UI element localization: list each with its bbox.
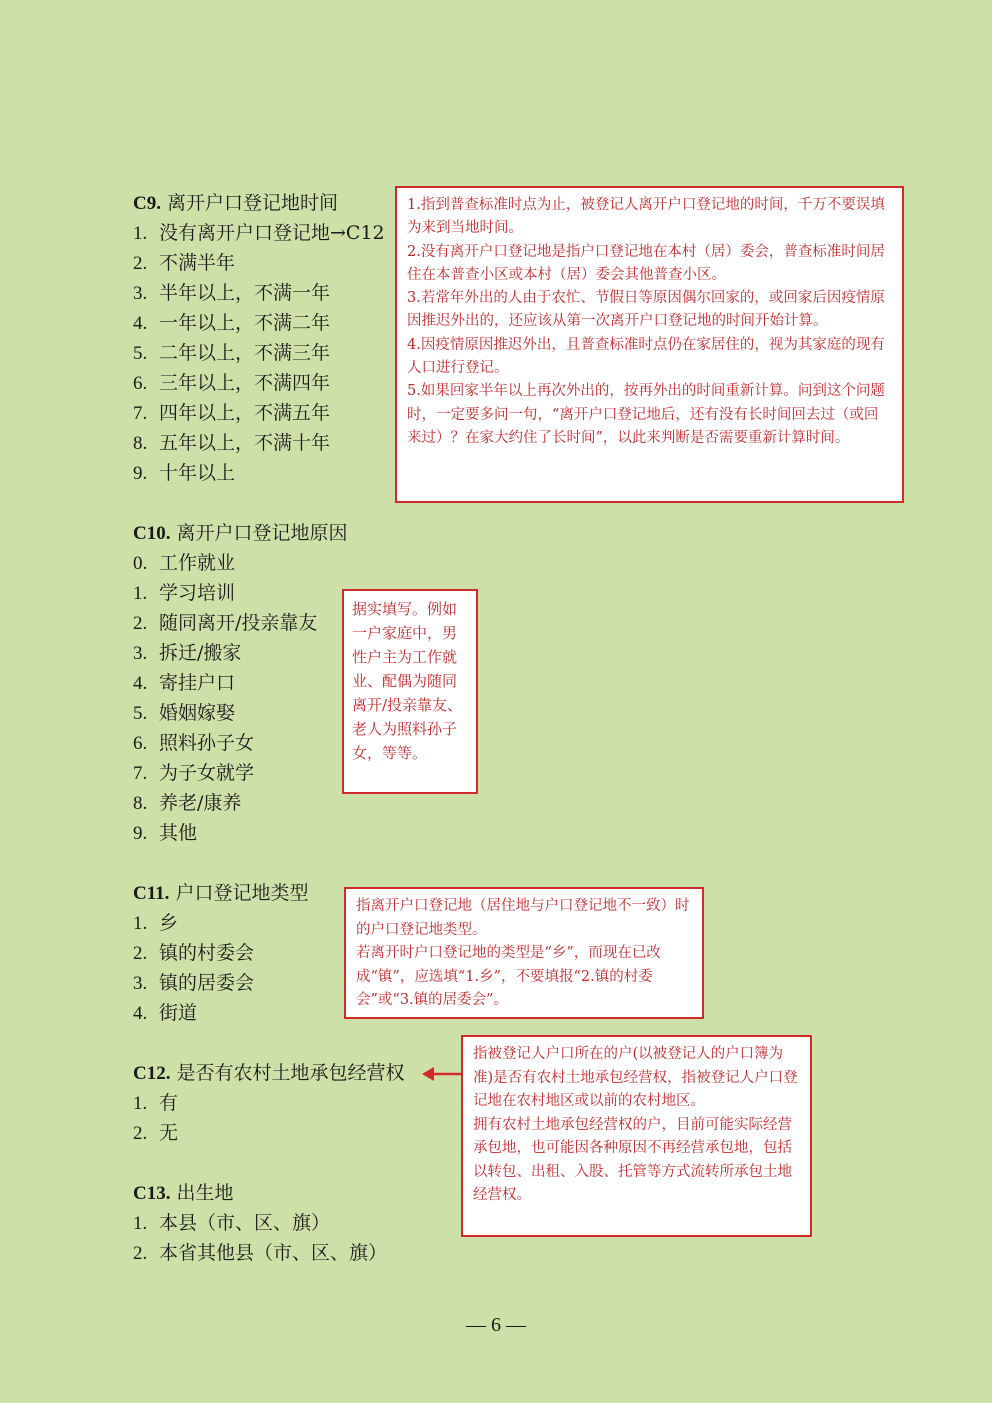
option (133, 638, 348, 668)
option-number: 9. (133, 463, 148, 484)
question-code: C10. (133, 523, 171, 544)
question-code: C13. (133, 1183, 171, 1204)
note-box-c9 (395, 186, 904, 503)
option-number: 6. (133, 733, 148, 754)
option (133, 578, 348, 608)
option-label: 养老/康养 (159, 792, 242, 814)
option-number: 2. (133, 613, 148, 634)
option-number: 0. (133, 553, 148, 574)
option-number: 5. (133, 703, 148, 724)
note-paragraph: 据实填写。例如一户家庭中，男性户主为工作就业、配偶为随同离开/投亲靠友、老人为照料孙子女，等等。 (352, 600, 463, 762)
option-number: 4. (133, 1003, 148, 1024)
option-label: 学习培训 (159, 582, 236, 604)
option-number: 8. (133, 433, 148, 454)
note-paragraph: 指离开户口登记地（居住地与户口登记地不一致）时的户口登记地类型。 (356, 898, 690, 938)
option (133, 998, 308, 1028)
option-label: 婚姻嫁娶 (159, 702, 236, 724)
option (133, 698, 348, 728)
option-number: 1. (133, 223, 148, 244)
option-label: 拆迁/搬家 (159, 642, 242, 664)
option (133, 218, 385, 248)
option-number: 2. (133, 1123, 148, 1144)
option (133, 938, 308, 968)
option-number: 1. (133, 583, 148, 604)
option-label: 乡 (159, 912, 179, 934)
option-number: 5. (133, 343, 148, 364)
question-c11 (133, 878, 308, 1028)
option-number: 6. (133, 373, 148, 394)
option-label: 十年以上 (159, 462, 236, 484)
option (133, 608, 348, 638)
option-label: 二年以上，不满三年 (159, 342, 331, 364)
option-label: 没有离开户口登记地→C12 (159, 222, 385, 244)
question-text: 户口登记地类型 (175, 882, 309, 904)
note-box-c11 (344, 887, 704, 1019)
option (133, 668, 348, 698)
option (133, 1118, 405, 1148)
option (133, 968, 308, 998)
option-number: 4. (133, 673, 148, 694)
page-number: — 6 — (466, 1314, 526, 1336)
option-label: 镇的村委会 (159, 942, 255, 964)
option-number: 2. (133, 943, 148, 964)
option-number: 7. (133, 403, 148, 424)
option-label: 无 (159, 1122, 179, 1144)
option (133, 398, 385, 428)
note-paragraph: 2.没有离开户口登记地是指户口登记地在本村（居）委会，普查标准时间居住在本普查小区或本村（居）委会其他普查小区。 (407, 243, 885, 283)
option-label: 四年以上，不满五年 (159, 402, 331, 424)
question-title (133, 1178, 387, 1208)
option (133, 308, 385, 338)
option-number: 3. (133, 643, 148, 664)
option (133, 728, 348, 758)
option-label: 五年以上，不满十年 (159, 432, 331, 454)
question-c9 (133, 188, 385, 488)
option-label: 本省其他县（市、区、旗） (159, 1242, 388, 1264)
note-paragraph: 3.若常年外出的人由于农忙、节假日等原因偶尔回家的，或回家后因疫情原因推迟外出的，还应该从第一次离开户口登记地的时间开始计算。 (407, 290, 885, 330)
option-label: 本县（市、区、旗） (159, 1212, 331, 1234)
option (133, 338, 385, 368)
question-c13 (133, 1178, 387, 1268)
option (133, 1088, 405, 1118)
note-paragraph: 5.如果回家半年以上再次外出的，按再外出的时间重新计算。问到这个问题时，一定要多问一句，“离开户口登记地后，还有没有长时间回去过（或回来过）？在家大约住了长时间”，以此来判断是否需要重新计算时间。 (407, 383, 885, 446)
option-number: 9. (133, 823, 148, 844)
option-number: 2. (133, 253, 148, 274)
option (133, 818, 348, 848)
option-number: 2. (133, 1243, 148, 1264)
note-paragraph: 1.指到普查标准时点为止，被登记人离开户口登记地的时间，千万不要误填为来到当地时间。 (407, 197, 885, 237)
option-label: 三年以上，不满四年 (159, 372, 331, 394)
option-label: 有 (159, 1092, 179, 1114)
option-label: 寄挂户口 (159, 672, 236, 694)
option-label: 不满半年 (159, 252, 236, 274)
option-number: 3. (133, 283, 148, 304)
note-paragraph: 4.因疫情原因推迟外出，且普查标准时点仍在家居住的，视为其家庭的现有人口进行登记。 (407, 336, 885, 377)
option (133, 908, 308, 938)
note-paragraph: 若离开时户口登记地的类型是“乡”，而现在已改成“镇”，应选填“1.乡”，不要填报“2.镇的村委会”或“3.镇的居委会”。 (356, 945, 661, 1008)
option-label: 一年以上，不满二年 (159, 312, 331, 334)
question-c12 (133, 1058, 405, 1148)
question-c10 (133, 518, 348, 848)
question-title (133, 518, 348, 548)
question-code: C9. (133, 193, 161, 214)
option-label: 工作就业 (159, 552, 236, 574)
option (133, 1238, 387, 1268)
option-number: 1. (133, 1093, 148, 1114)
option (133, 368, 385, 398)
option-label: 照料孙子女 (159, 732, 255, 754)
question-text: 离开户口登记地时间 (166, 192, 338, 214)
question-code: C11. (133, 883, 170, 904)
option-label: 为子女就学 (159, 762, 255, 784)
question-text: 离开户口登记地原因 (176, 522, 348, 544)
question-code: C12. (133, 1063, 171, 1084)
option-number: 7. (133, 763, 148, 784)
option (133, 428, 385, 458)
option-label: 半年以上，不满一年 (159, 282, 331, 304)
question-text: 是否有农村土地承包经营权 (176, 1062, 405, 1084)
option (133, 458, 385, 488)
option-label: 其他 (159, 822, 198, 844)
option (133, 788, 348, 818)
question-title (133, 878, 308, 908)
option-number: 3. (133, 973, 148, 994)
question-text: 出生地 (176, 1182, 234, 1204)
question-title (133, 1058, 405, 1088)
option-number: 1. (133, 913, 148, 934)
option-label: 镇的居委会 (159, 972, 255, 994)
option (133, 248, 385, 278)
option (133, 278, 385, 308)
option-number: 8. (133, 793, 148, 814)
question-title (133, 188, 385, 218)
option-number: 4. (133, 313, 148, 334)
note-paragraph: 拥有农村土地承包经营权的户，目前可能实际经营承包地，也可能因各种原因不再经营承包地，包括以转包、出租、入股、托管等方式流转所承包土地经营权。 (473, 1116, 792, 1203)
option-label: 随同离开/投亲靠友 (159, 612, 318, 634)
option (133, 1208, 387, 1238)
note-box-c10 (342, 589, 478, 794)
note-box-c12 (461, 1035, 812, 1237)
option-number: 1. (133, 1213, 148, 1234)
note-paragraph: 指被登记人户口所在的户(以被登记人的户口簿为准)是否有农村土地承包经营权，指被登记人户口登记地在农村地区或以前的农村地区。 (473, 1046, 798, 1109)
option (133, 758, 348, 788)
pointer-arrow-icon (420, 1064, 464, 1084)
option (133, 548, 348, 578)
option-label: 街道 (159, 1002, 198, 1024)
